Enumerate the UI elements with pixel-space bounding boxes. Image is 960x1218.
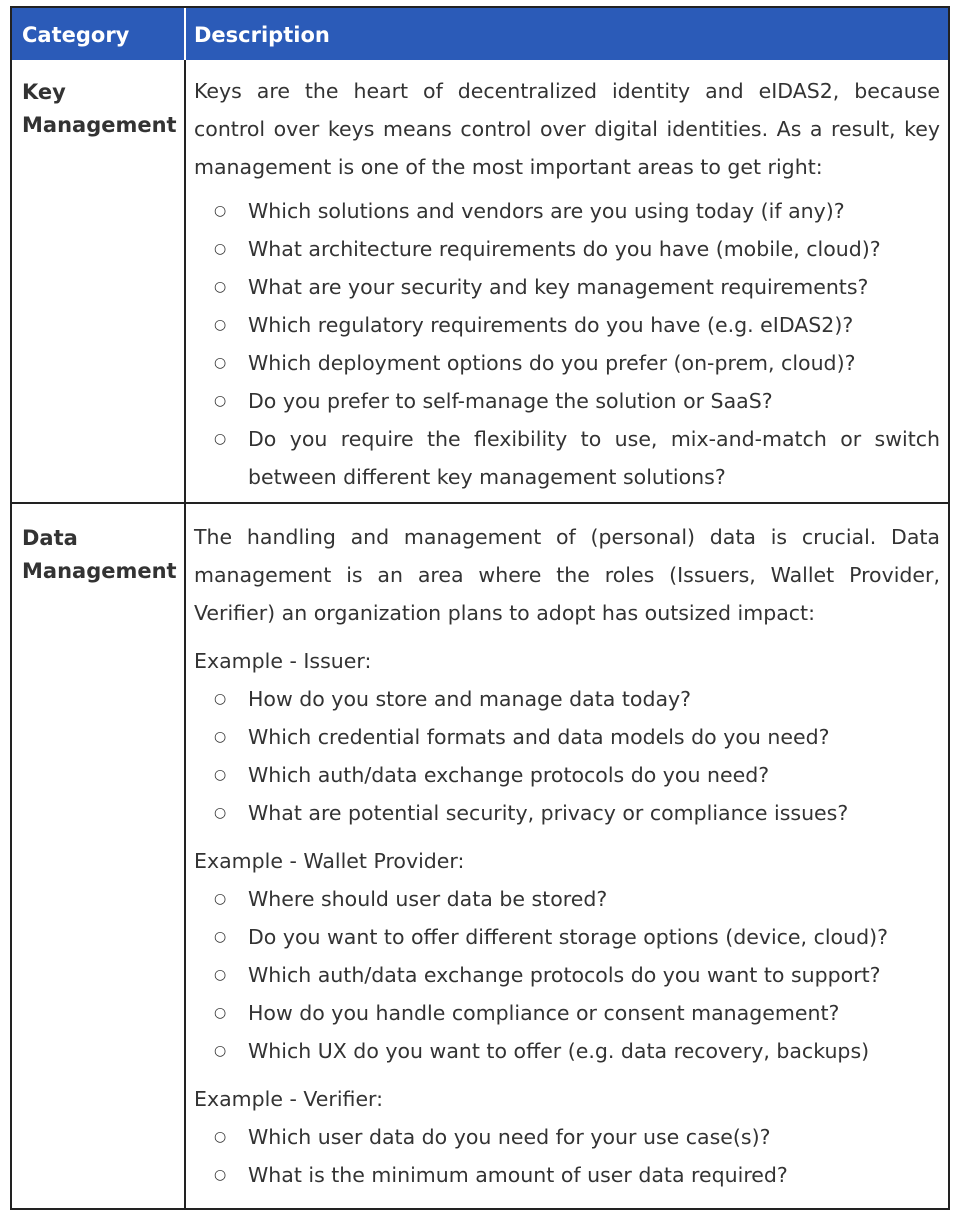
circle-bullet-icon: ○ bbox=[214, 393, 227, 409]
bullet-list bbox=[194, 680, 940, 832]
list-item-text: Which UX do you want to offer (e.g. data recovery, backups) bbox=[248, 1039, 870, 1063]
list-item bbox=[194, 420, 940, 496]
list-item-text: Do you want to offer different storage options (device, cloud)? bbox=[248, 925, 888, 949]
list-item bbox=[194, 344, 940, 382]
category-line: Management bbox=[22, 113, 177, 137]
list-item bbox=[194, 382, 940, 420]
list-item-text: What are potential security, privacy or compliance issues? bbox=[248, 801, 849, 825]
list-item-text: How do you store and manage data today? bbox=[248, 687, 692, 711]
list-item-text: Which auth/data exchange protocols do you need? bbox=[248, 763, 770, 787]
list-item bbox=[194, 1032, 940, 1070]
list-item-text: How do you handle compliance or consent management? bbox=[248, 1001, 840, 1025]
list-item-text: Which credential formats and data models do you need? bbox=[248, 725, 830, 749]
list-item-text: Which deployment options do you prefer (on-prem, cloud)? bbox=[248, 351, 856, 375]
example-issuer-title: Example - Issuer: bbox=[194, 649, 372, 673]
circle-bullet-icon: ○ bbox=[214, 317, 227, 333]
intro-text: The handling and management of (personal) data is crucial. Data management is an area where the roles (Issuers, Wallet Provider, Verifier) an organization plans to adopt has outsized impact: bbox=[194, 525, 940, 625]
intro-text: Keys are the heart of decentralized identity and eIDAS2, because control over keys means control over digital identities. As a result, key management is one of the most important areas to get right: bbox=[194, 79, 940, 179]
bullet-list bbox=[194, 1118, 940, 1194]
circle-bullet-icon: ○ bbox=[214, 279, 227, 295]
category-line: Data bbox=[22, 526, 78, 550]
bullet-list bbox=[194, 880, 940, 1070]
list-item-text: Which auth/data exchange protocols do you want to support? bbox=[248, 963, 881, 987]
column-divider bbox=[184, 60, 186, 1208]
circle-bullet-icon: ○ bbox=[214, 241, 227, 257]
list-item bbox=[194, 1156, 940, 1194]
example-wallet-provider-title: Example - Wallet Provider: bbox=[194, 849, 465, 873]
circle-bullet-icon: ○ bbox=[214, 1043, 227, 1059]
example-verifier-title: Example - Verifier: bbox=[194, 1087, 384, 1111]
circle-bullet-icon: ○ bbox=[214, 805, 227, 821]
description-data-management bbox=[194, 518, 940, 1194]
list-item bbox=[194, 192, 940, 230]
list-item bbox=[194, 918, 940, 956]
category-line: Management bbox=[22, 559, 177, 583]
list-item-text: What architecture requirements do you have (mobile, cloud)? bbox=[248, 237, 881, 261]
list-item bbox=[194, 756, 940, 794]
bullet-list bbox=[194, 192, 940, 496]
list-item-text: Do you prefer to self-manage the solution or SaaS? bbox=[248, 389, 773, 413]
category-line: Key bbox=[22, 80, 66, 104]
list-item bbox=[194, 1118, 940, 1156]
circle-bullet-icon: ○ bbox=[214, 967, 227, 983]
description-key-management bbox=[194, 72, 940, 496]
list-item-text: Which solutions and vendors are you using today (if any)? bbox=[248, 199, 845, 223]
requirements-table bbox=[10, 6, 950, 1210]
list-item bbox=[194, 794, 940, 832]
list-item bbox=[194, 680, 940, 718]
circle-bullet-icon: ○ bbox=[214, 203, 227, 219]
circle-bullet-icon: ○ bbox=[214, 729, 227, 745]
circle-bullet-icon: ○ bbox=[214, 891, 227, 907]
list-item-text: Do you require the flexibility to use, mix-and-match or switch between different key management solutions? bbox=[248, 427, 940, 489]
list-item bbox=[194, 268, 940, 306]
list-item bbox=[194, 880, 940, 918]
row-divider bbox=[12, 502, 948, 504]
category-key-management bbox=[22, 76, 182, 142]
list-item bbox=[194, 994, 940, 1032]
list-item-text: What are your security and key management requirements? bbox=[248, 275, 869, 299]
circle-bullet-icon: ○ bbox=[214, 1005, 227, 1021]
circle-bullet-icon: ○ bbox=[214, 1167, 227, 1183]
list-item bbox=[194, 230, 940, 268]
list-item bbox=[194, 956, 940, 994]
list-item bbox=[194, 718, 940, 756]
header-category: Category bbox=[22, 23, 130, 47]
circle-bullet-icon: ○ bbox=[214, 355, 227, 371]
circle-bullet-icon: ○ bbox=[214, 929, 227, 945]
list-item-text: Where should user data be stored? bbox=[248, 887, 608, 911]
circle-bullet-icon: ○ bbox=[214, 431, 227, 447]
list-item-text: Which regulatory requirements do you have (e.g. eIDAS2)? bbox=[248, 313, 854, 337]
list-item-text: Which user data do you need for your use case(s)? bbox=[248, 1125, 771, 1149]
header-description: Description bbox=[194, 23, 330, 47]
list-item bbox=[194, 306, 940, 344]
category-data-management bbox=[22, 522, 182, 588]
circle-bullet-icon: ○ bbox=[214, 691, 227, 707]
circle-bullet-icon: ○ bbox=[214, 767, 227, 783]
list-item-text: What is the minimum amount of user data required? bbox=[248, 1163, 788, 1187]
circle-bullet-icon: ○ bbox=[214, 1129, 227, 1145]
header-divider bbox=[184, 8, 186, 60]
table-header bbox=[12, 8, 948, 60]
